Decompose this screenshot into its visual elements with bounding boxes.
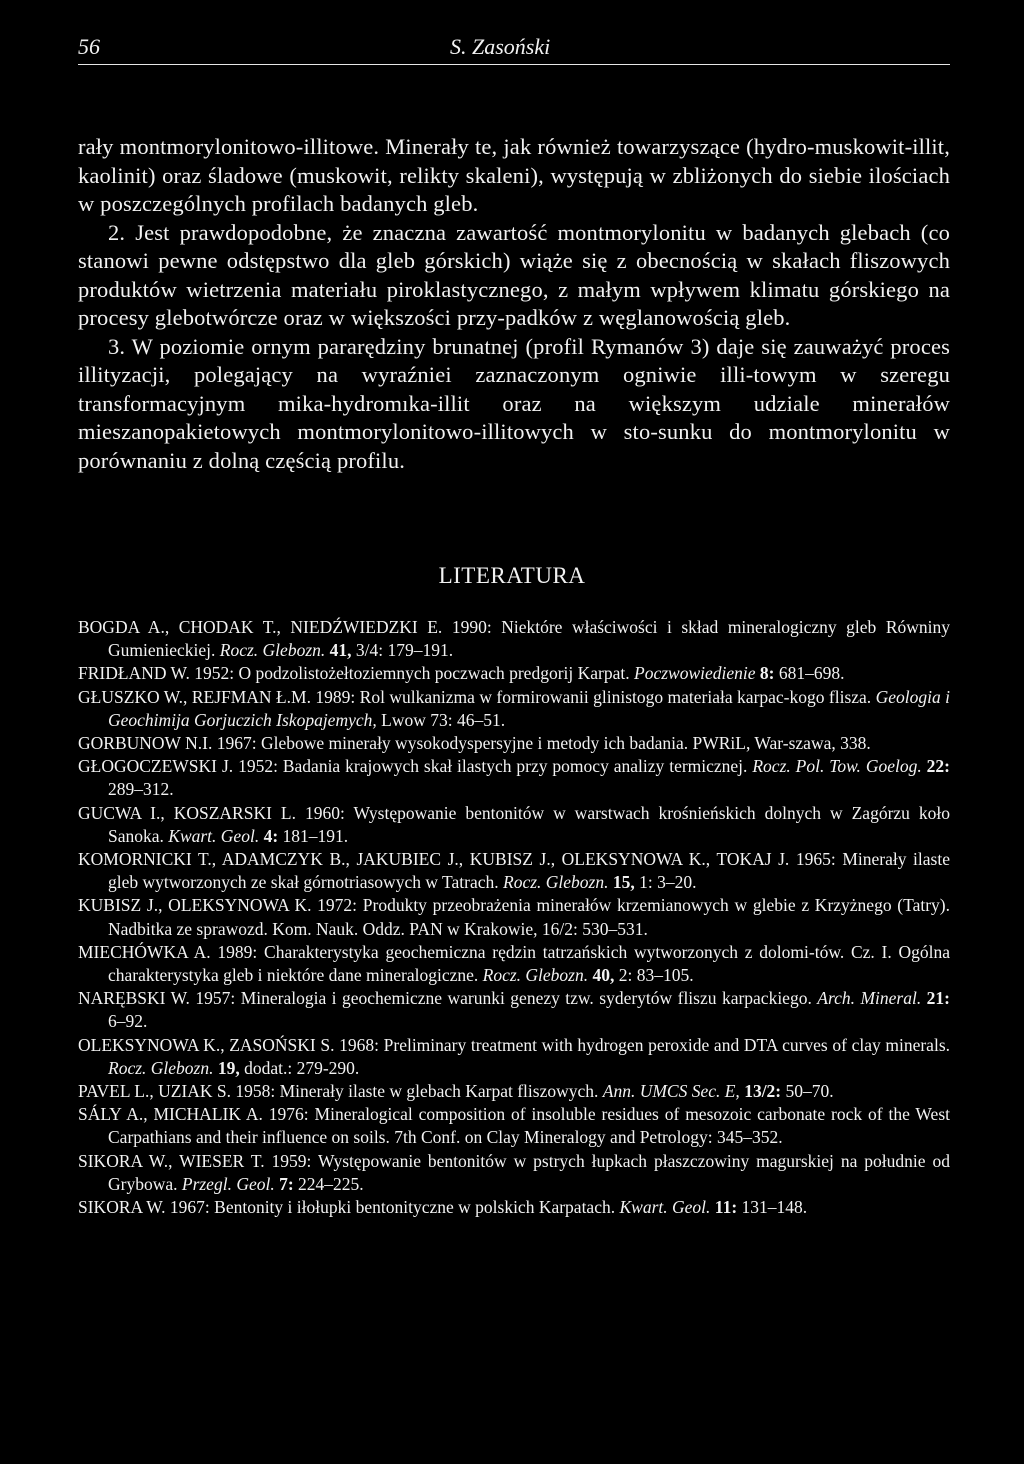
ref-authors: NARĘBSKI W. bbox=[78, 988, 190, 1009]
ref-title: 1960: Występowanie bentonitów w warstwach krośnieńskich dolnych w Zagórzu koło Sanoka. bbox=[108, 802, 950, 846]
body-text bbox=[78, 133, 950, 475]
ref-authors: GUCWA I., KOSZARSKI L. bbox=[78, 802, 296, 823]
ref-title: 1968: Preliminary treatment with hydrogen peroxide and DTA curves of clay minerals. bbox=[334, 1034, 951, 1055]
ref-authors: GORBUNOW N.I. bbox=[78, 733, 213, 754]
ref-journal: Poczwowiedienie bbox=[634, 663, 756, 684]
ref-title: 1967: Glebowe minerały wysokodyspersyjne i metody ich badania. PWRiL, War-szawa, 338. bbox=[212, 733, 871, 754]
reference-item bbox=[78, 616, 950, 662]
ref-journal: Geologia i Geochimija Gorjuczich Iskopajemych, bbox=[108, 686, 951, 730]
reference-list bbox=[78, 616, 950, 1219]
ref-pages: 181–191. bbox=[278, 825, 349, 846]
reference-item bbox=[78, 1103, 950, 1149]
paragraph: rały montmorylonitowo-illitowe. Minerały te, jak również towarzyszące (hydro-muskowit-illit, kaolinit) oraz śladowe (muskowit, relikty skaleni), występują w zbliżonych do siebie ilościach w poszczególnych profilach badanych gleb. bbox=[78, 134, 950, 216]
paragraph: 2. Jest prawdopodobne, że znaczna zawartość montmorylonitu w badanych glebach (co stanowi pewne odstępstwo dla gleb górskich) wiąże się z obecnością w skałach fliszowych produktów wietrzenia materiału piroklastycznego, z małym wpływem klimatu górskiego na procesy glebotwórcze oraz w większości przy-padków z węglanowością gleb. bbox=[78, 219, 950, 330]
reference-item bbox=[78, 941, 950, 987]
ref-authors: GŁOGOCZEWSKI J. bbox=[78, 756, 234, 777]
reference-item bbox=[78, 987, 950, 1033]
ref-title: 1952: Badania krajowych skał ilastych przy pomocy analizy termicznej. bbox=[233, 756, 753, 777]
ref-authors: PAVEL L., UZIAK S. bbox=[78, 1081, 231, 1102]
ref-journal: Rocz. Pol. Tow. Goelog. bbox=[752, 756, 922, 777]
reference-item bbox=[78, 1150, 950, 1196]
ref-title: 1958: Minerały ilaste w glebach Karpat fliszowych. bbox=[230, 1081, 603, 1102]
ref-volume: 19, bbox=[213, 1057, 240, 1078]
ref-authors: SIKORA W. bbox=[78, 1197, 166, 1218]
ref-volume: 13/2: bbox=[739, 1081, 782, 1102]
ref-title: 1959: Występowanie bentonitów w pstrych łupkach płaszczowiny magurskiej na południe od Grybowa. bbox=[108, 1150, 950, 1194]
ref-journal: Kwart. Geol. bbox=[168, 825, 260, 846]
page-header bbox=[78, 32, 950, 65]
ref-volume: 41, bbox=[325, 640, 352, 661]
reference-item bbox=[78, 732, 950, 755]
ref-pages: 46–51. bbox=[452, 709, 506, 730]
paragraph: 3. W poziomie ornym pararędziny brunatnej (profil Rymanów 3) daje się zauważyć proces illityzacji, polegający na wyraźniei zaznaczonym ogniwie illi-towym w szeregu transformacyjnym mika-hydromıka-illit oraz na większym udziale minerałów mieszanopakietowych montmorylonitowo-illitowych w sto-sunku do montmorylonitu w porównaniu z dolną częścią profilu. bbox=[78, 333, 950, 473]
reference-item bbox=[78, 894, 950, 940]
ref-title: 1989: Charakterystyka geochemiczna rędzin tatrzańskich wytworzonych z dolomi-tów. Cz. I. Ogólna charakterystyka gleb i niektóre dane mineralogiczne. bbox=[108, 941, 950, 986]
ref-authors: MIECHÓWKA A. bbox=[78, 941, 211, 962]
ref-pages: 6–92. bbox=[108, 1011, 148, 1032]
ref-journal: Rocz. Glebozn. bbox=[108, 1057, 214, 1078]
reference-item bbox=[78, 1034, 950, 1080]
ref-title: 1989: Rol wulkanizma w formirowanii glinistogo materiała karpac-kogo flisza. bbox=[311, 686, 876, 707]
literature-heading: LITERATURA bbox=[438, 563, 586, 588]
ref-title: 1976: Mineralogical composition of insoluble residues of mesozoic carbonate rock of the West Carpathians and their influence on soils. 7th Conf. on Clay Mineralogy and Petrology: 345–352. bbox=[108, 1104, 950, 1148]
reference-item bbox=[78, 802, 950, 848]
ref-pages: 2: 83–105. bbox=[614, 965, 694, 986]
ref-authors: GŁUSZKO W., REJFMAN Ł.M. bbox=[78, 686, 311, 707]
ref-authors: FRIDŁAND W. bbox=[78, 663, 190, 684]
ref-authors: KUBISZ J., OLEKSYNOWA K. bbox=[78, 895, 312, 916]
running-head-author: S. Zasoński bbox=[450, 34, 551, 59]
ref-pages: 131–148. bbox=[737, 1197, 808, 1218]
reference-item bbox=[78, 1196, 950, 1219]
ref-title: 1967: Bentonity i iłołupki bentonityczne w polskich Karpatach. bbox=[165, 1197, 620, 1218]
ref-authors: SÁLY A., MICHALIK A. bbox=[78, 1104, 263, 1125]
reference-item bbox=[78, 755, 950, 801]
ref-authors: OLEKSYNOWA K., ZASOŃSKI S. bbox=[78, 1034, 335, 1055]
ref-journal: Kwart. Geol. bbox=[619, 1197, 711, 1218]
ref-pages: 3/4: 179–191. bbox=[351, 640, 454, 661]
ref-journal: Rocz. Glebozn. bbox=[219, 640, 326, 661]
ref-journal: Rocz. Glebozn. bbox=[503, 872, 609, 893]
ref-volume: Lwow 73: bbox=[376, 709, 453, 730]
ref-volume: 4: bbox=[259, 825, 279, 846]
ref-journal: Ann. UMCS Sec. E, bbox=[602, 1081, 740, 1102]
ref-volume: 22: bbox=[921, 756, 951, 777]
ref-volume: 15, bbox=[608, 872, 635, 893]
ref-volume: 7: bbox=[274, 1173, 294, 1194]
ref-title: 1965: Minerały ilaste gleb wytworzonych ze skał górnotriasowych w Tatrach. bbox=[108, 849, 950, 893]
ref-pages: 289–312. bbox=[108, 779, 174, 800]
ref-journal: Arch. Mineral. bbox=[817, 988, 922, 1009]
reference-item bbox=[78, 848, 950, 894]
ref-authors: BOGDA A., CHODAK T., NIEDŹWIEDZKI E. bbox=[78, 617, 443, 637]
ref-title: 1972: Produkty przeobrażenia minerałów krzemianowych w glebie z Krzyżnego (Tatry). Nadbitka ze sprawozd. Kom. Nauk. Oddz. PAN w Krakowie, 16/2: 530–531. bbox=[108, 895, 950, 939]
page-number: 56 bbox=[78, 34, 100, 59]
ref-title: 1990: Niektóre właściwości i skład mineralogiczny gleb Równiny Gumienieckiej. bbox=[108, 617, 950, 661]
ref-pages: 681–698. bbox=[774, 663, 845, 684]
ref-title: 1957: Mineralogia i geochemiczne warunki genezy tzw. syderytów fliszu karpackiego. bbox=[189, 988, 818, 1009]
ref-pages: 1: 3–20. bbox=[634, 872, 697, 893]
ref-journal: Rocz. Glebozn. bbox=[482, 965, 589, 986]
reference-item bbox=[78, 686, 950, 732]
ref-title: 1952: O podzolistożełtoziemnych poczwach predgorij Karpat. bbox=[189, 663, 634, 684]
ref-pages: 50–70. bbox=[781, 1081, 834, 1102]
ref-journal: Przegl. Geol. bbox=[181, 1173, 275, 1194]
ref-authors: SIKORA W., WIESER T. bbox=[78, 1150, 265, 1171]
ref-volume: 40, bbox=[588, 965, 615, 986]
ref-volume: 21: bbox=[921, 988, 951, 1009]
ref-authors: KOMORNICKI T., ADAMCZYK B., JAKUBIEC J., KUBISZ J., OLEKSYNOWA K., TOKAJ J. bbox=[78, 849, 790, 870]
ref-volume: 11: bbox=[710, 1197, 738, 1218]
reference-item bbox=[78, 1080, 950, 1103]
ref-pages: dodat.: 279-290. bbox=[239, 1057, 360, 1078]
reference-item bbox=[78, 662, 950, 685]
ref-pages: 224–225. bbox=[293, 1173, 364, 1194]
ref-volume: 8: bbox=[755, 663, 775, 684]
